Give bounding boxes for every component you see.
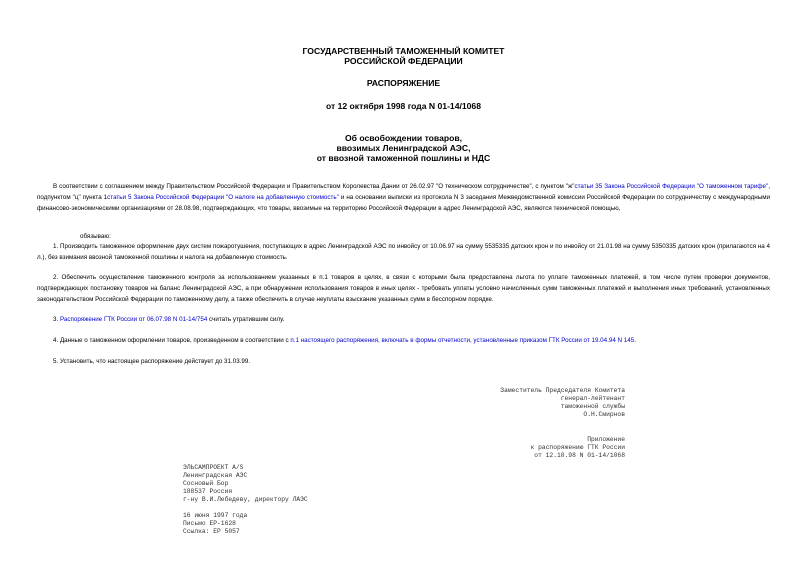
item-1-paragraph: [37, 241, 770, 263]
letter-postcode: 188537 Россия: [183, 487, 233, 495]
appendix-block: [420, 436, 625, 460]
signature-block: [420, 387, 625, 419]
letter-address-block: [183, 464, 247, 496]
item-5-paragraph: [37, 356, 770, 367]
document-type: РАСПОРЯЖЕНИЕ: [366, 78, 441, 88]
item-4-end: .: [634, 337, 636, 344]
order-754-link[interactable]: Распоряжение ГТК России от 06.07.98 N 01-14/754: [59, 316, 208, 323]
law-vat-link[interactable]: статьи 5 Закона Российской Федерации "О налоге на добавленную стоимость": [107, 194, 339, 201]
appendix-line-2: к распоряжению ГТК России: [530, 443, 625, 451]
letter-addressee: г-ну В.И.Лебедеву, директору ЛАЭС: [183, 496, 308, 503]
item-2-paragraph: [37, 272, 770, 305]
item-3-text: считать утратившим силу.: [207, 316, 285, 323]
obyazyvayu-label: обязываю:: [80, 233, 111, 240]
letter-meta-block: [183, 512, 247, 536]
org-title-line2: РОССИЙСКОЙ ФЕДЕРАЦИИ: [344, 56, 463, 66]
letter-recipient-org: Ленинградская АЭС: [183, 471, 248, 479]
signature-line-1: Заместитель Председателя Комитета: [500, 387, 625, 394]
appendix-line-3: от 12.10.98 N 01-14/1068: [534, 451, 625, 459]
item-1-text: 1. Производить таможенное оформление двух систем пожаротушения, поступающих в адрес Ленинградской АЭС по инвойсу от 10.06.97 на сумму 5535335 датских крон и по инвойсу от 21.01.98 на сумму 5350335 датских крон (прилагаются на 4 л.), без взимания ввозной таможенной пошлины и налога на добавленную стоимость.: [37, 243, 770, 261]
letter-sender: ЭЛЬСАМПРОЕКТ А/S: [183, 464, 244, 471]
preamble-text-2: , подпунктом "ц" пункта 1: [37, 183, 770, 201]
preamble-text-3: и на основании выписки из протокола N 3 заседания Межведомственной комиссии Российской Федерации по сотрудничеству с международными финансово-экономическими организациями от 28.08.98, подтверждающих, что товары, ввозимые на территорию Российской Федерации в адрес Ленинградской АЭС, являются технической помощью,: [37, 194, 770, 212]
item-5-text: 5. Установить, что настоящее распоряжение действует до 31.03.99.: [53, 358, 251, 365]
item-3-paragraph: [37, 314, 770, 325]
signature-line-4: О.Н.Смирнов: [583, 410, 625, 418]
preamble-text-1: В соответствии с соглашением между Правительством Российской Федерации и Правительством Королевства Дании от 26.02.97 "О техническом сотрудничестве", с пунктом "ж": [53, 183, 575, 190]
letter-reference: Ссылка: ЕР 5057: [183, 527, 240, 535]
item-4-text: 4. Данные о таможенном оформлении товаров, произведенном в соответствии с: [53, 337, 291, 344]
appendix-line-1: Приложение: [587, 436, 625, 443]
preamble-paragraph: [37, 181, 770, 214]
law-tariff-link[interactable]: статьи 35 Закона Российской Федерации "О таможенном тарифе": [574, 183, 769, 190]
letter-date: 16 июня 1997 года: [183, 512, 248, 519]
subject-line2: ввозимых Ленинградской АЭС,: [336, 143, 471, 153]
item-2-text: 2. Обеспечить осуществление таможенного контроля за использованием указанных в п.1 товаров в целях, в связи с которыми была предоставлена льгота по уплате таможенных платежей, в том числе путем проверки документов, подтверждающих постановку товаров на баланс Ленинградской АЭС, а при обнаружении использования товаров в иных целях - требовать уплаты условно начисленных сумм таможенных платежей и выполнения иных требований, установленных законодательством Российской Федерации по таможенному делу, а также обеспечить в случае неуплаты взыскание указанных сумм в бесспорном порядке.: [37, 274, 770, 303]
subject-line1: Об освобождении товаров,: [344, 133, 463, 143]
letter-city: Сосновый Бор: [183, 479, 229, 487]
signature-line-2: генерал-лейтенант: [560, 394, 625, 402]
letter-number: Письмо ЕР-1628: [183, 519, 236, 527]
signature-line-3: таможенной службы: [560, 402, 625, 410]
org-title-line1: ГОСУДАРСТВЕННЫЙ ТАМОЖЕННЫЙ КОМИТЕТ: [302, 46, 505, 56]
item-3-number: 3.: [53, 316, 60, 323]
subject-line3: от ввозной таможенной пошлины и НДС: [316, 153, 491, 163]
order-145-link[interactable]: п.1 настоящего распоряжения, включать в формы отчетности, установленные приказом ГТК России от 19.04.94 N 145: [290, 337, 635, 344]
document-date: от 12 октября 1998 года N 01-14/1068: [325, 101, 481, 111]
item-4-paragraph: [37, 335, 770, 346]
